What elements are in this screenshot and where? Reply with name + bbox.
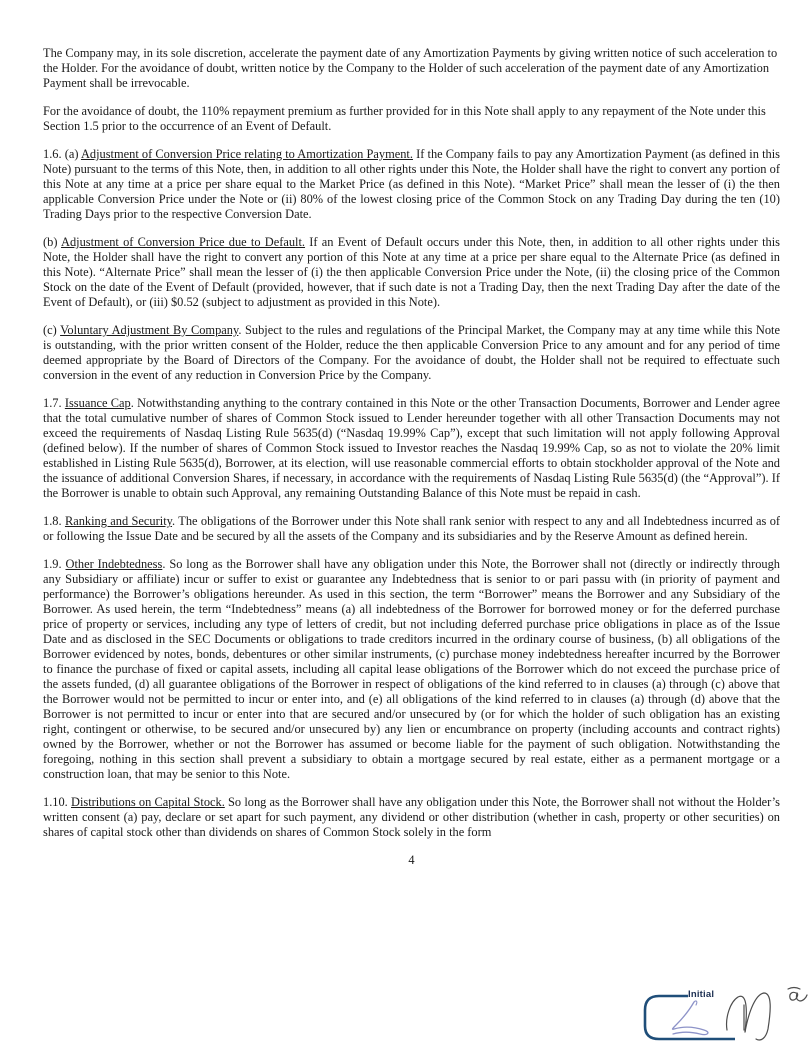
section-body: If an Event of Default occurs under this Note, then, in addition to all other rights under this Note, the Holder shall have the right to convert any portion of this Note at any time at a price per share equal to the Alternate Price (as defined in this Note). “Alternate Price” shall mean the lesser of (i) the then applicable Conversion Price under the Note, (ii) the closing price of the Common Stock on the date of the Event of Default (provided, however, that if such date is not a Trading Day, then the next Trading Day after the date of the Event of Default), or (iii) $0.52 (subject to adjustment as provided in this Note). (43, 235, 780, 309)
section-1-8 (43, 514, 780, 544)
section-number: 1.10. (43, 795, 71, 809)
section-1-6a (43, 147, 780, 222)
signature-area (638, 985, 811, 1047)
section-number: 1.9. (43, 557, 66, 571)
section-heading: Adjustment of Conversion Price due to Default. (61, 235, 306, 249)
initial-signature-scribble (673, 1001, 708, 1035)
page-number: 4 (408, 853, 415, 867)
section-body: So long as the Borrower shall have any obligation under this Note, the Borrower shall not without the Holder’s written consent (a) pay, declare or set apart for such payment, any dividend or other distribution (whether in cash, property or other securities) on shares of capital stock other than dividends on shares of Common Stock solely in the form (43, 795, 780, 839)
section-heading: Adjustment of Conversion Price relating to Amortization Payment. (80, 147, 413, 161)
section-1-6c (43, 323, 780, 383)
section-1-6b (43, 235, 780, 310)
section-body: . So long as the Borrower shall have any obligation under this Note, the Borrower shall not (directly or indirectly through any Subsidiary or affiliate) incur or suffer to exist or guarantee any Indebtedness that is senior to or pari passu with (in priority of payment and performance) the Borrower’s obligations hereunder. As used in this section, the term “Borrower” means the Borrower and any Subsidiary of the Borrower. As used herein, the term “Indebtedness” means (a) all indebtedness of the Borrower for borrowed money or for the deferred purchase price of property or services, including any type of letters of credit, but not including deferred purchase price obligations in place as of the Issue Date and as disclosed in the SEC Documents or obligations to trade creditors incurred in the ordinary course of business, (b) all obligations of the Borrower evidenced by notes, bonds, debentures or other similar instruments, (c) purchase money indebtedness hereafter incurred by the Borrower to finance the purchase of fixed or capital assets, including all capital lease obligations of the Borrower which do not exceed the purchase price of the assets funded, (d) all guarantee obligations of the Borrower in respect of obligations of the kind referred to in clauses (a) through (c) above that the Borrower would not be permitted to incur or enter into, and (e) all obligations of the kind referred to in clauses (a) through (d) above that the Borrower is not permitted to incur or enter into that are secured and/or unsecured by (or for which the holder of such obligation has an existing right, contingent or otherwise, to be secured and/or unsecured by) any lien or encumbrance on property (including accounts and contract rights) owned by the Borrower, whether or not the Borrower has assumed or become liable for the payment of such obligation. Notwithstanding the foregoing, nothing in this section shall prevent a subsidiary to obtain a mortgage secured by real estate, either as a permanent mortgage or a construction loan, that may be senior to this Note. (43, 557, 780, 781)
section-heading: Issuance Cap (64, 396, 131, 410)
section-body: If the Company fails to pay any Amortization Payment (as defined in this Note) pursuant to the terms of this Note, then, in addition to all other rights under this Note, the Holder shall have the right to convert any portion of this Note at any time at a price per share equal to the Market Price (as defined in this Note). “Market Price” shall mean the lesser of (i) the then applicable Conversion Price under the Note or (ii) 80% of the lowest closing price of the Common Stock on any Trading Day during the ten (10) Trading Days prior to the respective Conversion Date. (43, 147, 780, 221)
section-number: (c) (43, 323, 61, 337)
paragraph-text: For the avoidance of doubt, the 110% repayment premium as further provided for in this Note shall apply to any repayment of the Note under this Section 1.5 prior to the occurrence of an Event of Default. (43, 104, 766, 133)
section-heading: Voluntary Adjustment By Company (60, 323, 239, 337)
paragraph-text: The Company may, in its sole discretion, accelerate the payment date of any Amortization Payments by giving written notice of such acceleration to the Holder. For the avoidance of doubt, written notice by the Company to the Holder of such acceleration of the payment date of any Amortization Payment shall be irrevocable. (43, 46, 778, 90)
section-number: 1.7. (43, 396, 65, 410)
section-number: (b) (43, 235, 62, 249)
section-heading: Other Indebtedness (65, 557, 163, 571)
initial-label: Initial (688, 989, 715, 1000)
section-body: . Notwithstanding anything to the contrary contained in this Note or the other Transaction Documents, Borrower and Lender agree that the total cumulative number of shares of Common Stock issued to Lender hereunder together with all other Transaction Documents may not exceed the requirements of Nasdaq Listing Rule 5635(d) (“Nasdaq 19.99% Cap”), except that such limitation will not apply following Approval (defined below). If the number of shares of Common Stock issued to Investor reaches the Nasdaq 19.99% Cap, so as not to violate the 20% limit established in Listing Rule 5635(d), Borrower, at its election, will use reasonable commercial efforts to obtain stockholder approval of the Note and the issuance of additional Conversion Shares, if necessary, in accordance with the requirements of Nasdaq Listing Rule 5635(d) (the “Approval”). If the Borrower is unable to obtain such Approval, any remaining Outstanding Balance of this Note must be repaid in cash. (43, 396, 781, 500)
paragraph-acceleration (43, 46, 780, 91)
section-body: . The obligations of the Borrower under this Note shall rank senior with respect to any and all Indebtedness incurred as of or following the Issue Date and be secured by all the assets of the Company and its subsidiaries and by the Reserve Amount as defined herein. (43, 514, 781, 543)
section-1-10 (43, 795, 780, 840)
section-1-9 (43, 557, 780, 782)
paragraph-repayment-premium (43, 104, 780, 134)
section-number: 1.6. (a) (43, 147, 81, 161)
handwritten-initial (722, 985, 811, 1045)
section-body: . Subject to the rules and regulations of the Principal Market, the Company may at any time while this Note is outstanding, with the prior written consent of the Holder, reduce the then applicable Conversion Price to any amount and for any period of time deemed appropriate by the Board of Directors of the Company. For the avoidance of doubt, the Holder shall not be required to effectuate such conversion in the event of any reduction in Conversion Price by the Company. (43, 323, 780, 382)
section-heading: Ranking and Security (64, 514, 173, 528)
section-1-7 (43, 396, 780, 501)
section-number: 1.8. (43, 514, 65, 528)
section-heading: Distributions on Capital Stock. (71, 795, 225, 809)
